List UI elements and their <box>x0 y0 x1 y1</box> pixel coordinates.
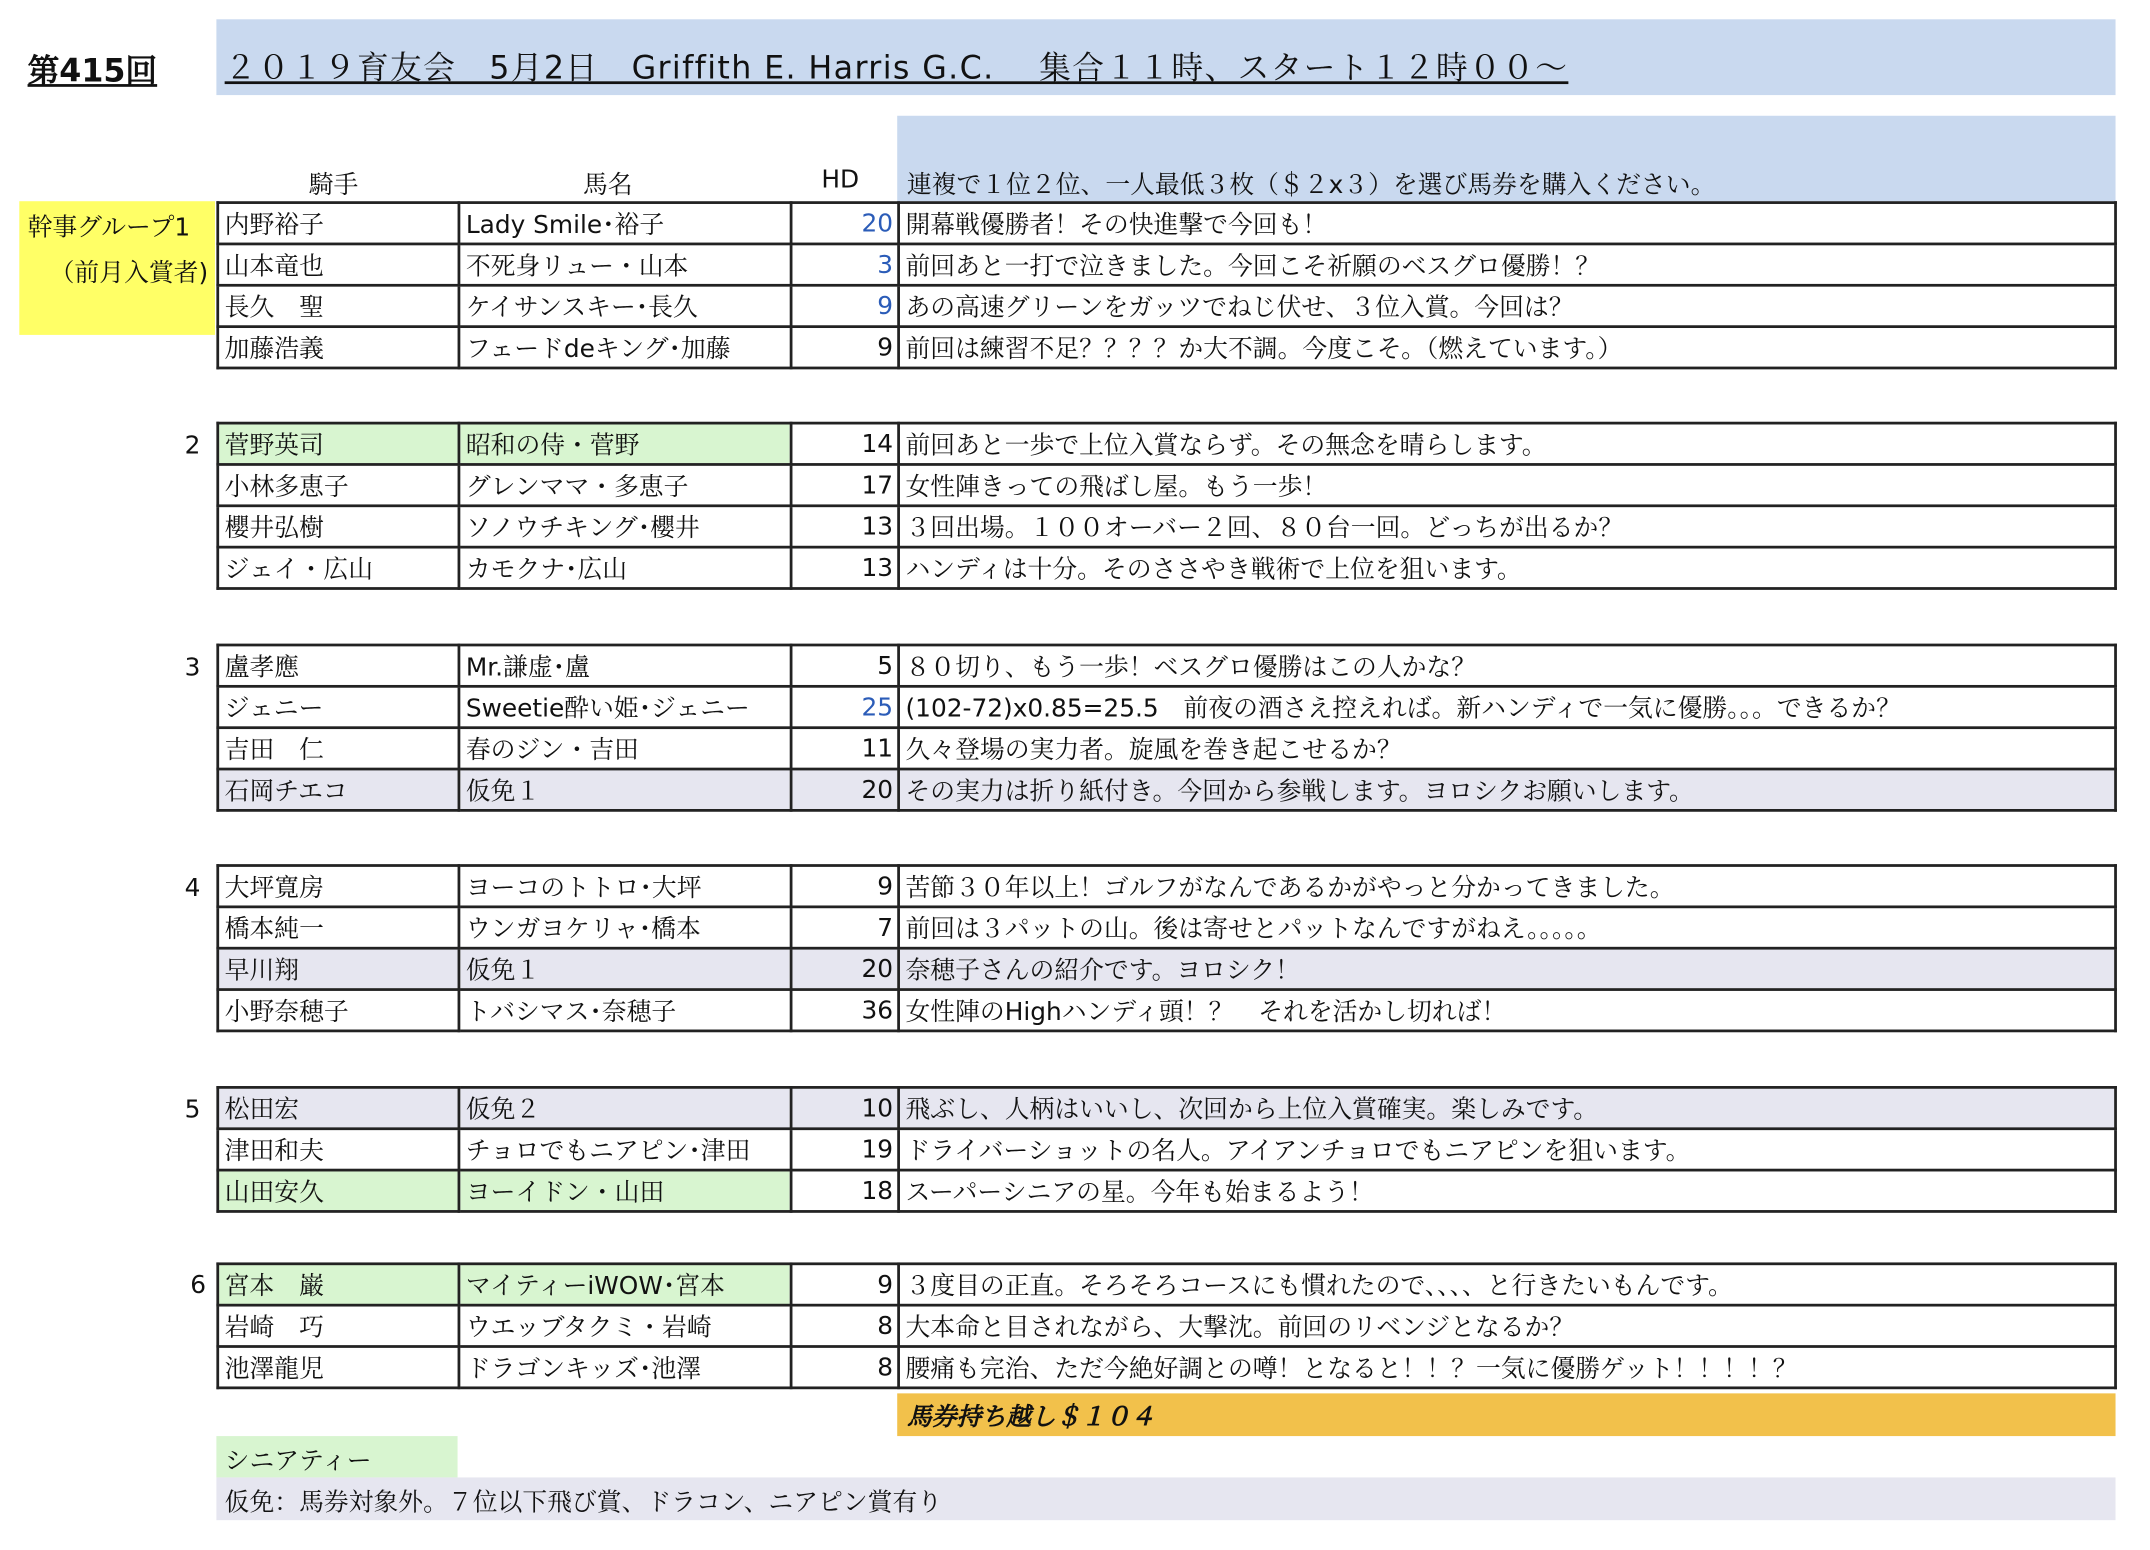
table-row <box>218 1087 2116 1128</box>
table-row <box>218 1170 2116 1211</box>
group1-label: 幹事グループ1 <box>27 213 191 243</box>
hd-cell: 5 <box>791 645 898 686</box>
horse-cell: ソノウチキング･櫻井 <box>459 506 791 547</box>
group-number: 4 <box>184 873 201 903</box>
jockey-cell: 大坪寛房 <box>218 866 459 907</box>
comment-cell: 女性陣きっての飛ばし屋。もう一歩！ <box>899 464 2116 505</box>
horse-cell: チョロでもニアピン･津田 <box>459 1129 791 1170</box>
comment-cell: 腰痛も完治、ただ今絶好調との噂！となると！！？一気に優勝ゲット！！！！？ <box>899 1347 2116 1388</box>
table-row <box>218 728 2116 769</box>
horse-cell: 仮免２ <box>459 1087 791 1128</box>
table-row <box>218 645 2116 686</box>
group-number: 5 <box>184 1095 201 1125</box>
jockey-cell: 岩崎 巧 <box>218 1305 459 1346</box>
hd-cell: 20 <box>791 948 898 989</box>
comment-cell: 苦節３０年以上！ゴルフがなんであるかがやっと分かってきました。 <box>899 866 2116 907</box>
comment-cell: 久々登場の実力者。旋風を巻き起こせるか？ <box>899 728 2116 769</box>
table-row <box>218 327 2116 368</box>
comment-cell: 飛ぶし、人柄はいいし、次回から上位入賞確実。楽しみです。 <box>899 1087 2116 1128</box>
comment-cell: ３度目の正直。そろそろコースにも慣れたので、、、、と行きたいもんです。 <box>899 1264 2116 1305</box>
table-row <box>218 285 2116 326</box>
jockey-cell: 津田和夫 <box>218 1129 459 1170</box>
jockey-cell: 宮本 巌 <box>218 1264 459 1305</box>
jockey-cell: 山田安久 <box>218 1170 459 1211</box>
table-row <box>218 547 2116 588</box>
horse-cell: 昭和の侍・菅野 <box>459 423 791 464</box>
hd-cell: 8 <box>791 1305 898 1346</box>
comment-cell: 前回あと一歩で上位入賞ならず。その無念を晴らします。 <box>899 423 2116 464</box>
horse-cell: ケイサンスキー･長久 <box>459 285 791 326</box>
table-row <box>218 866 2116 907</box>
table-row <box>218 907 2116 948</box>
comment-cell: ８０切り、もう一歩！ベスグロ優勝はこの人かな？ <box>899 645 2116 686</box>
table-row <box>218 1264 2116 1305</box>
jockey-cell: ジェイ・広山 <box>218 547 459 588</box>
hd-cell: 9 <box>791 1264 898 1305</box>
group-table <box>216 1086 2117 1213</box>
horse-cell: カモクナ･広山 <box>459 547 791 588</box>
horse-cell: 仮免１ <box>459 769 791 810</box>
comment-cell: スーパーシニアの星。今年も始まるよう！ <box>899 1170 2116 1211</box>
comment-cell: (102-72)x0.85=25.5 前夜の酒さえ控えれば。新ハンディで一気に優勝。。。できるか？ <box>899 686 2116 727</box>
group-number: 2 <box>184 431 201 461</box>
comment-cell: 女性陣のHighハンディ頭！？ それを活かし切れば！ <box>899 990 2116 1031</box>
group1-sublabel: （前月入賞者) <box>49 259 209 289</box>
hd-cell: 25 <box>791 686 898 727</box>
comment-cell: 大本命と目されながら、大撃沈。前回のリベンジとなるか？ <box>899 1305 2116 1346</box>
jockey-cell: 加藤浩義 <box>218 327 459 368</box>
group-table <box>216 1262 2117 1389</box>
senior-tee-label: シニアティー <box>224 1447 372 1477</box>
hd-cell: 13 <box>791 547 898 588</box>
column-header-hd: HD <box>821 165 860 195</box>
table-row <box>218 1129 2116 1170</box>
horse-cell: ヨーイドン・山田 <box>459 1170 791 1211</box>
hd-cell: 20 <box>791 203 898 244</box>
horse-cell: Lady Smile･裕子 <box>459 203 791 244</box>
comment-cell: 前回あと一打で泣きました。今回こそ祈願のベスグロ優勝！？ <box>899 244 2116 285</box>
jockey-cell: 小野奈穂子 <box>218 990 459 1031</box>
hd-cell: 19 <box>791 1129 898 1170</box>
comment-cell: ハンディは十分。そのささやき戦術で上位を狙います。 <box>899 547 2116 588</box>
jockey-cell: 内野裕子 <box>218 203 459 244</box>
comment-cell: 前回は３パットの山。後は寄せとパットなんですがねえ。。。。。 <box>899 907 2116 948</box>
jockey-cell: ジェニー <box>218 686 459 727</box>
group-number: 6 <box>190 1270 206 1300</box>
column-header-horse: 馬名 <box>582 170 633 200</box>
horse-cell: グレンママ・多恵子 <box>459 464 791 505</box>
horse-cell: Mr.謙虚･盧 <box>459 645 791 686</box>
horse-cell: 仮免１ <box>459 948 791 989</box>
group-number: 3 <box>184 653 201 683</box>
horse-cell: ウンガヨケリャ･橋本 <box>459 907 791 948</box>
hd-cell: 17 <box>791 464 898 505</box>
hd-cell: 3 <box>791 244 898 285</box>
table-row <box>218 423 2116 464</box>
hd-cell: 8 <box>791 1347 898 1388</box>
hd-cell: 9 <box>791 327 898 368</box>
round-label: 第415回 <box>27 53 158 90</box>
table-row <box>218 244 2116 285</box>
horse-cell: トバシマス･奈穂子 <box>459 990 791 1031</box>
table-row <box>218 203 2116 244</box>
jockey-cell: 山本竜也 <box>218 244 459 285</box>
footer-note: 仮免：馬券対象外。７位以下飛び賞、ドラコン、ニアピン賞有り <box>224 1488 943 1518</box>
jockey-cell: 早川翔 <box>218 948 459 989</box>
table-row <box>218 506 2116 547</box>
group-table <box>216 422 2117 590</box>
horse-cell: ウエッブタクミ・岩崎 <box>459 1305 791 1346</box>
comment-cell: ドライバーショットの名人。アイアンチョロでもニアピンを狙います。 <box>899 1129 2116 1170</box>
hd-cell: 14 <box>791 423 898 464</box>
hd-cell: 11 <box>791 728 898 769</box>
hd-cell: 9 <box>791 866 898 907</box>
group-table <box>216 644 2117 812</box>
horse-cell: 不死身リュー・山本 <box>459 244 791 285</box>
table-row <box>218 1305 2116 1346</box>
group-table <box>216 864 2117 1032</box>
horse-cell: フェードdeキング･加藤 <box>459 327 791 368</box>
hd-cell: 36 <box>791 990 898 1031</box>
jockey-cell: 小林多恵子 <box>218 464 459 505</box>
horse-cell: マイティーiWOW･宮本 <box>459 1264 791 1305</box>
jockey-cell: 長久 聖 <box>218 285 459 326</box>
table-row <box>218 1347 2116 1388</box>
comment-cell: 開幕戦優勝者！その快進撃で今回も！ <box>899 203 2116 244</box>
hd-cell: 9 <box>791 285 898 326</box>
carry-over-text: 馬券持ち越し＄１０４ <box>906 1403 1155 1432</box>
horse-cell: 春のジン・吉田 <box>459 728 791 769</box>
table-row <box>218 686 2116 727</box>
jockey-cell: 菅野英司 <box>218 423 459 464</box>
jockey-cell: 橋本純一 <box>218 907 459 948</box>
comment-cell: ３回出場。１００オーバー２回、８０台一回。どっちが出るか？ <box>899 506 2116 547</box>
hd-cell: 20 <box>791 769 898 810</box>
table-row <box>218 948 2116 989</box>
hd-cell: 10 <box>791 1087 898 1128</box>
jockey-cell: 松田宏 <box>218 1087 459 1128</box>
betting-instruction: 連複で１位２位、一人最低３枚（＄２x３）を選び馬券を購入ください。 <box>906 170 1716 200</box>
column-header-jockey: 騎手 <box>308 170 359 200</box>
horse-cell: Sweetie酔い姫･ジェニー <box>459 686 791 727</box>
jockey-cell: 石岡チエコ <box>218 769 459 810</box>
table-row <box>218 464 2116 505</box>
group-table <box>216 201 2117 369</box>
horse-cell: ドラゴンキッズ･池澤 <box>459 1347 791 1388</box>
event-title: ２０１９育友会 5月2日 Griffith E. Harris G.C. 集合１１時、スタート１２時００〜 <box>224 50 1569 87</box>
jockey-cell: 池澤龍児 <box>218 1347 459 1388</box>
comment-cell: その実力は折り紙付き。今回から参戦します。ヨロシクお願いします。 <box>899 769 2116 810</box>
hd-cell: 13 <box>791 506 898 547</box>
table-row <box>218 769 2116 810</box>
table-row <box>218 990 2116 1031</box>
jockey-cell: 吉田 仁 <box>218 728 459 769</box>
comment-cell: 奈穂子さんの紹介です。ヨロシク！ <box>899 948 2116 989</box>
comment-cell: あの高速グリーンをガッツでねじ伏せ、３位入賞。今回は？ <box>899 285 2116 326</box>
jockey-cell: 盧孝應 <box>218 645 459 686</box>
jockey-cell: 櫻井弘樹 <box>218 506 459 547</box>
comment-cell: 前回は練習不足？？？？か大不調。今度こそ。（燃えています。） <box>899 327 2116 368</box>
hd-cell: 18 <box>791 1170 898 1211</box>
hd-cell: 7 <box>791 907 898 948</box>
horse-cell: ヨーコのトトロ･大坪 <box>459 866 791 907</box>
